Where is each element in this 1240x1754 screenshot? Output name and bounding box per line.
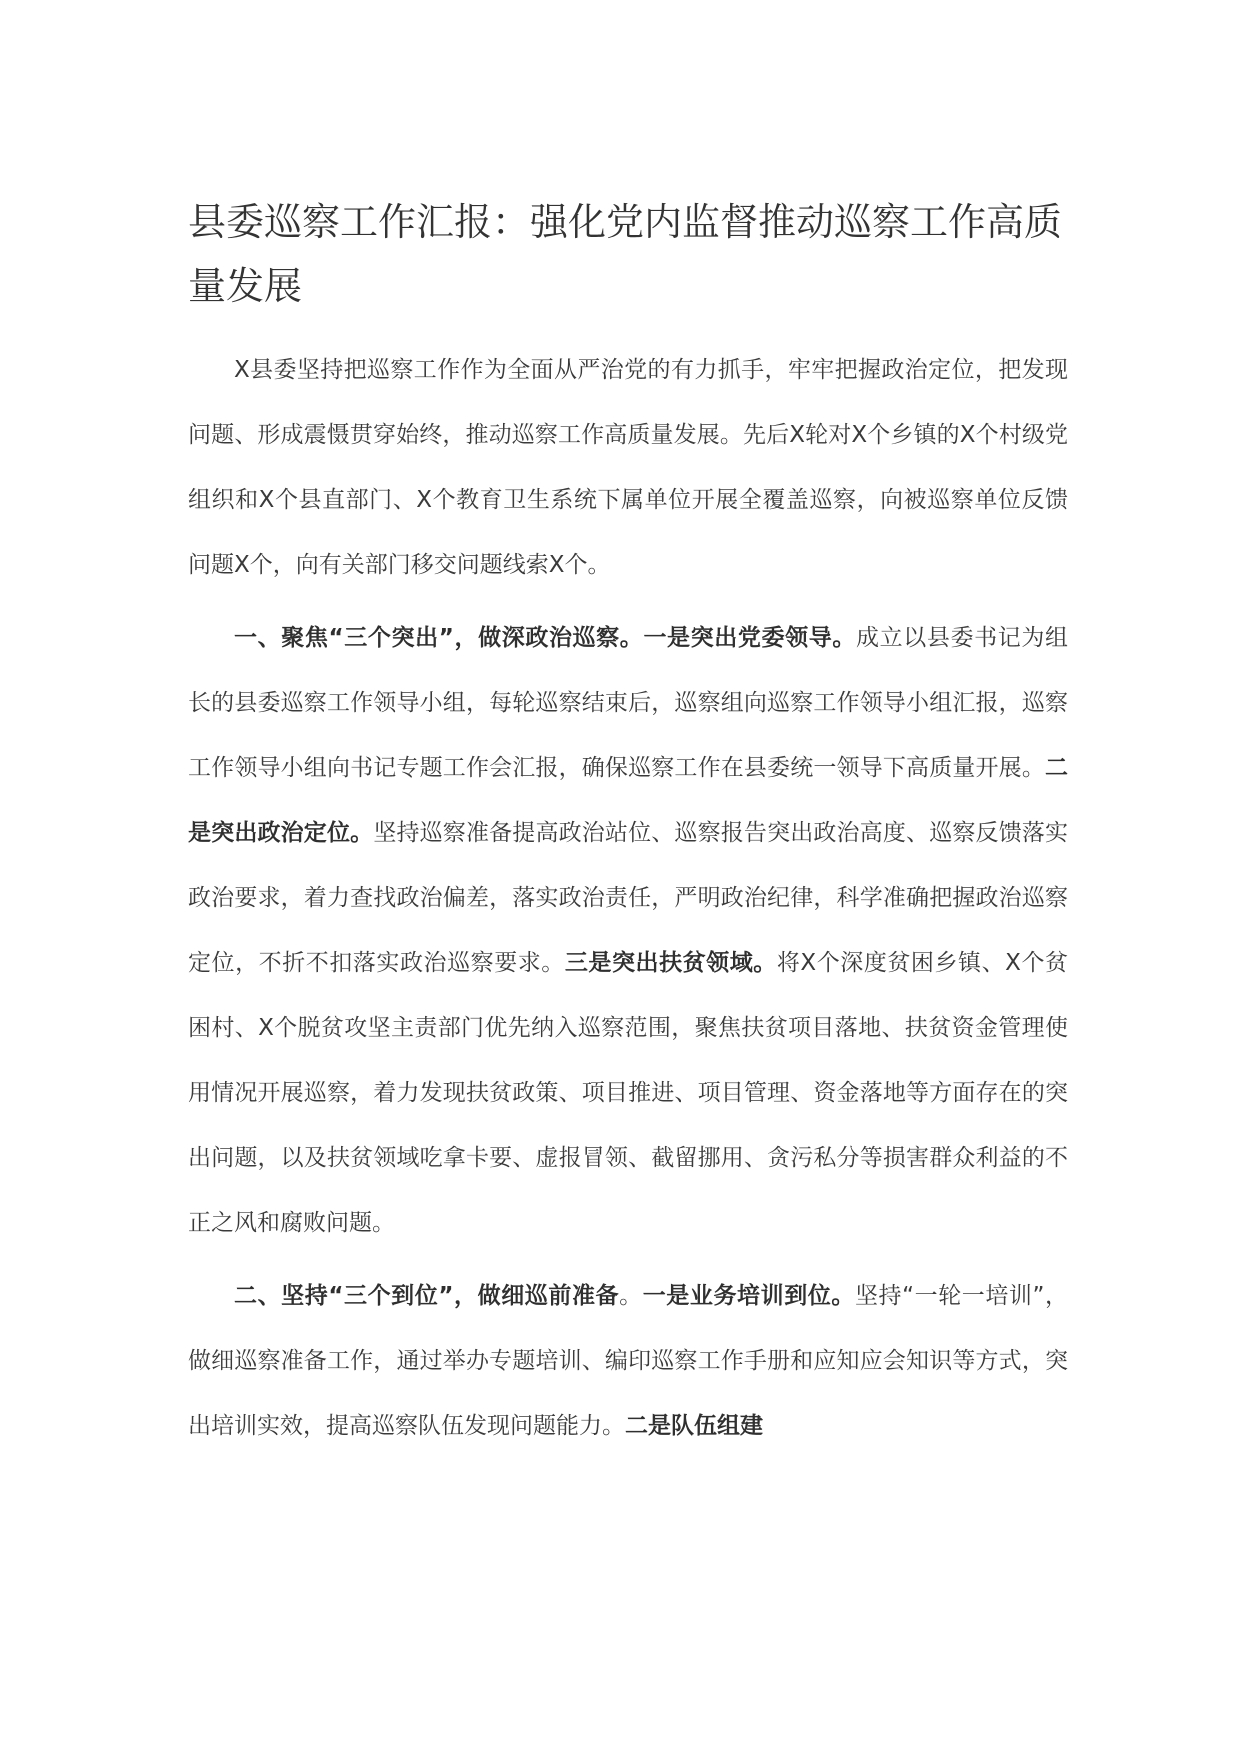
section-1-point-1-text: 成立以县委书记为组长的县委巡察工作领导小组，每轮巡察结束后，巡察组向巡察工作领导小组汇报，巡察工作领导小组向书记专题工作会汇报，确保巡察工作在县委统一领导下高质量开展。	[188, 625, 1069, 781]
section-1-heading: 一、聚焦“三个突出”，做深政治巡察。	[234, 625, 644, 651]
section-1-point-3-lead: 三是突出扶贫领域。	[564, 950, 777, 976]
section-2-heading-punct: 。	[619, 1283, 643, 1309]
section-2-heading: 二、坚持“三个到位”，做细巡前准备	[234, 1283, 620, 1309]
section-2-paragraph	[188, 1264, 1068, 1459]
section-1-point-1-lead: 一是突出党委领导。	[643, 625, 857, 651]
section-2-point-2-lead: 二是队伍组建	[625, 1413, 763, 1439]
section-1-paragraph	[188, 606, 1068, 1256]
document-title: 县委巡察工作汇报：强化党内监督推动巡察工作高质量发展	[188, 200, 1063, 308]
section-1-point-2-lead: 二是突出政治定位。	[188, 755, 1068, 846]
section-2-point-1-lead: 一是业务培训到位。	[642, 1283, 855, 1309]
section-2-point-1-text: 坚持“一轮一培训”，做细巡察准备工作，通过举办专题培训、编印巡察工作手册和应知应会知识等方式，突出培训实效，提高巡察队伍发现问题能力。	[188, 1283, 1069, 1439]
section-1-point-2-text: 坚持巡察准备提高政治站位、巡察报告突出政治高度、巡察反馈落实政治要求，着力查找政治偏差，落实政治责任，严明政治纪律，科学准确把握政治巡察定位，不折不扣落实政治巡察要求。	[188, 820, 1069, 976]
document-page	[188, 190, 1068, 1467]
intro-paragraph: X县委坚持把巡察工作作为全面从严治党的有力抓手，牢牢把握政治定位，把发现问题、形成震慑贯穿始终，推动巡察工作高质量发展。先后X轮对X个乡镇的X个村级党组织和X个县直部门、X个教育卫生系统下属单位开展全覆盖巡察，向被巡察单位反馈问题X个，向有关部门移交问题线索X个。	[188, 357, 1068, 578]
section-1-point-3-text: 将X个深度贫困乡镇、X个贫困村、X个脱贫攻坚主责部门优先纳入巡察范围，聚焦扶贫项目落地、扶贫资金管理使用情况开展巡察，着力发现扶贫政策、项目推进、项目管理、资金落地等方面存在的突出问题，以及扶贫领域吃拿卡要、虚报冒领、截留挪用、贪污私分等损害群众利益的不正之风和腐败问题。	[188, 950, 1069, 1236]
